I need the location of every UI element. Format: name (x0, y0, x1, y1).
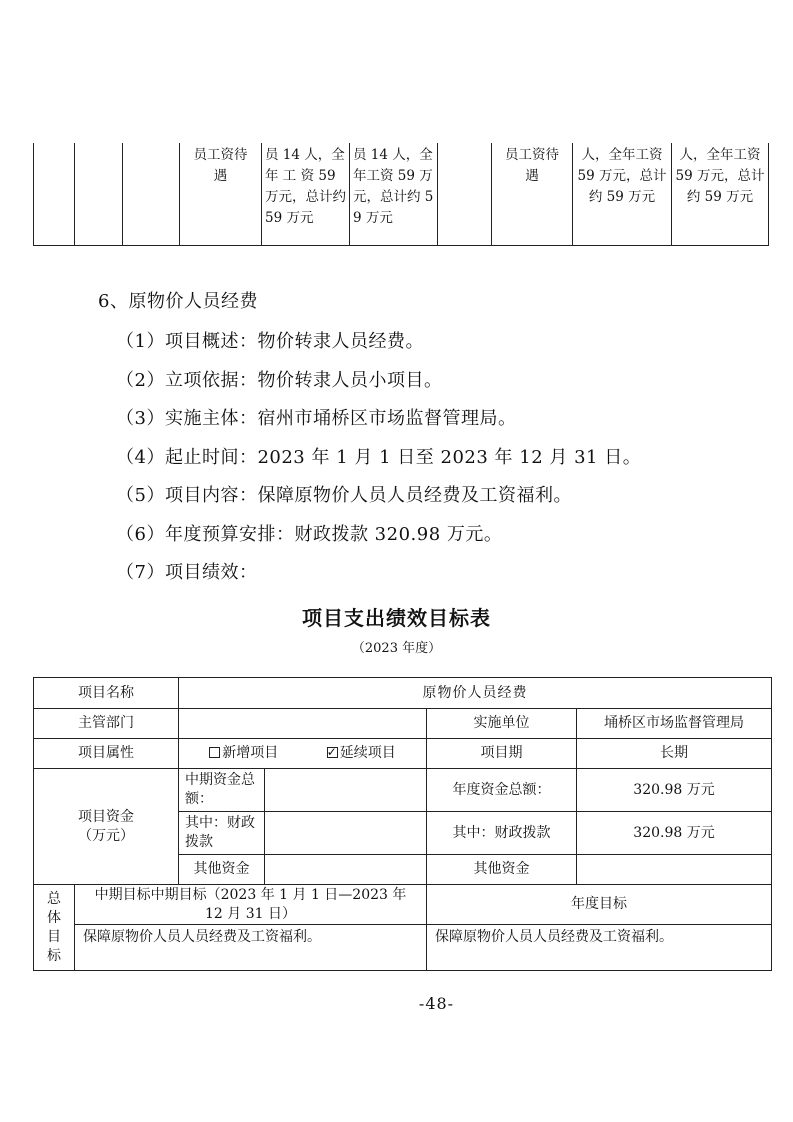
annual-other-value (577, 855, 772, 885)
option-continue-label: 延续项目 (339, 745, 396, 761)
attr-options (179, 739, 427, 769)
section-item: （2）立项依据：物价转隶人员小项目。 (116, 370, 443, 391)
goal-table-grid (33, 677, 772, 971)
goal-table-title: 项目支出绩效目标表 (302, 606, 491, 630)
section-heading: 6、原物价人员经费 (98, 291, 258, 312)
period-label: 项目期 (427, 739, 577, 769)
mid-total-label: 中期资金总额： (179, 769, 265, 812)
option-new-label: 新增项目 (222, 745, 279, 761)
annual-total-label: 年度资金总额： (427, 769, 577, 812)
section-item: （7）项目绩效： (116, 562, 258, 583)
continued-table (33, 143, 769, 246)
mid-goal-header: 中期目标中期目标（2023 年 1 月 1 日—2023 年 12 月 31 日） (75, 885, 427, 925)
mid-other-value (265, 855, 427, 885)
section-item: （5）项目内容：保障原物价人员人员经费及工资福利。 (116, 485, 572, 506)
annual-other-label: 其他资金 (427, 855, 577, 885)
funds-label-text: 项目资金 (78, 808, 134, 825)
project-name-label: 项目名称 (34, 678, 179, 709)
table-cell: 人，全年工资 59 万元，总计约 59 万元 (672, 143, 769, 245)
section-item: （6）年度预算安排：财政拨款 320.98 万元。 (116, 524, 503, 545)
table-cell: 员 14 人，全 年 工 资 59 万元，总计约 59 万元 (262, 143, 350, 245)
mid-other-label: 其他资金 (179, 855, 265, 885)
page-number: -48- (418, 994, 455, 1013)
dept-label: 主管部门 (34, 709, 179, 739)
mid-goal-text: 保障原物价人员人员经费及工资福利。 (75, 925, 427, 971)
table-row (34, 143, 769, 245)
table-row (34, 739, 772, 769)
table-cell: 员工资待遇 (492, 143, 573, 245)
checkbox-checked-icon[interactable] (327, 747, 338, 758)
checkbox-icon[interactable] (209, 747, 220, 758)
annual-goal-text: 保障原物价人员人员经费及工资福利。 (427, 925, 772, 971)
mid-total-value (265, 769, 427, 812)
section-item: （3）实施主体：宿州市埇桥区市场监督管理局。 (116, 408, 517, 429)
table-row (34, 769, 772, 812)
table-cell (123, 143, 180, 245)
section-item: （1）项目概述：物价转隶人员经费。 (116, 331, 424, 352)
project-name-value: 原物价人员经费 (179, 678, 772, 709)
overall-char: 标 (47, 947, 61, 964)
section-item: （4）起止时间：2023 年 1 月 1 日至 2023 年 12 月 31 日。 (116, 447, 642, 468)
annual-fiscal-value: 320.98 万元 (577, 812, 772, 855)
table-cell (34, 143, 75, 245)
table-row (34, 678, 772, 709)
table-cell (438, 143, 492, 245)
table-cell: 员 14 人，全年工资 59 万元，总计约 59 万元 (350, 143, 438, 245)
period-value: 长期 (577, 739, 772, 769)
table-cell: 人，全年工资 59 万元，总计约 59 万元 (573, 143, 672, 245)
mid-fiscal-label: 其中：财政拨款 (179, 812, 265, 855)
annual-goal-header: 年度目标 (427, 885, 772, 925)
table-cell: 员工资待遇 (180, 143, 262, 245)
option-new[interactable] (209, 745, 278, 761)
impl-label: 实施单位 (427, 709, 577, 739)
overall-char: 总 (47, 890, 61, 907)
annual-total-value: 320.98 万元 (577, 769, 772, 812)
funds-label (34, 769, 179, 885)
table-row (34, 925, 772, 971)
dept-value (179, 709, 427, 739)
table-row (34, 885, 772, 925)
overall-char: 体 (47, 909, 61, 926)
goal-table (33, 677, 772, 971)
table-row (34, 709, 772, 739)
annual-fiscal-label: 其中：财政拨款 (427, 812, 577, 855)
impl-value: 埇桥区市场监督管理局 (577, 709, 772, 739)
funds-unit: （万元） (78, 827, 134, 844)
option-continue[interactable] (327, 745, 396, 761)
table-cell (75, 143, 123, 245)
continued-table-grid (33, 143, 769, 246)
mid-fiscal-value (265, 812, 427, 855)
overall-char: 目 (47, 928, 61, 945)
goal-table-year: （2023 年度） (351, 641, 442, 656)
overall-goal-label (34, 885, 75, 971)
attr-label: 项目属性 (34, 739, 179, 769)
